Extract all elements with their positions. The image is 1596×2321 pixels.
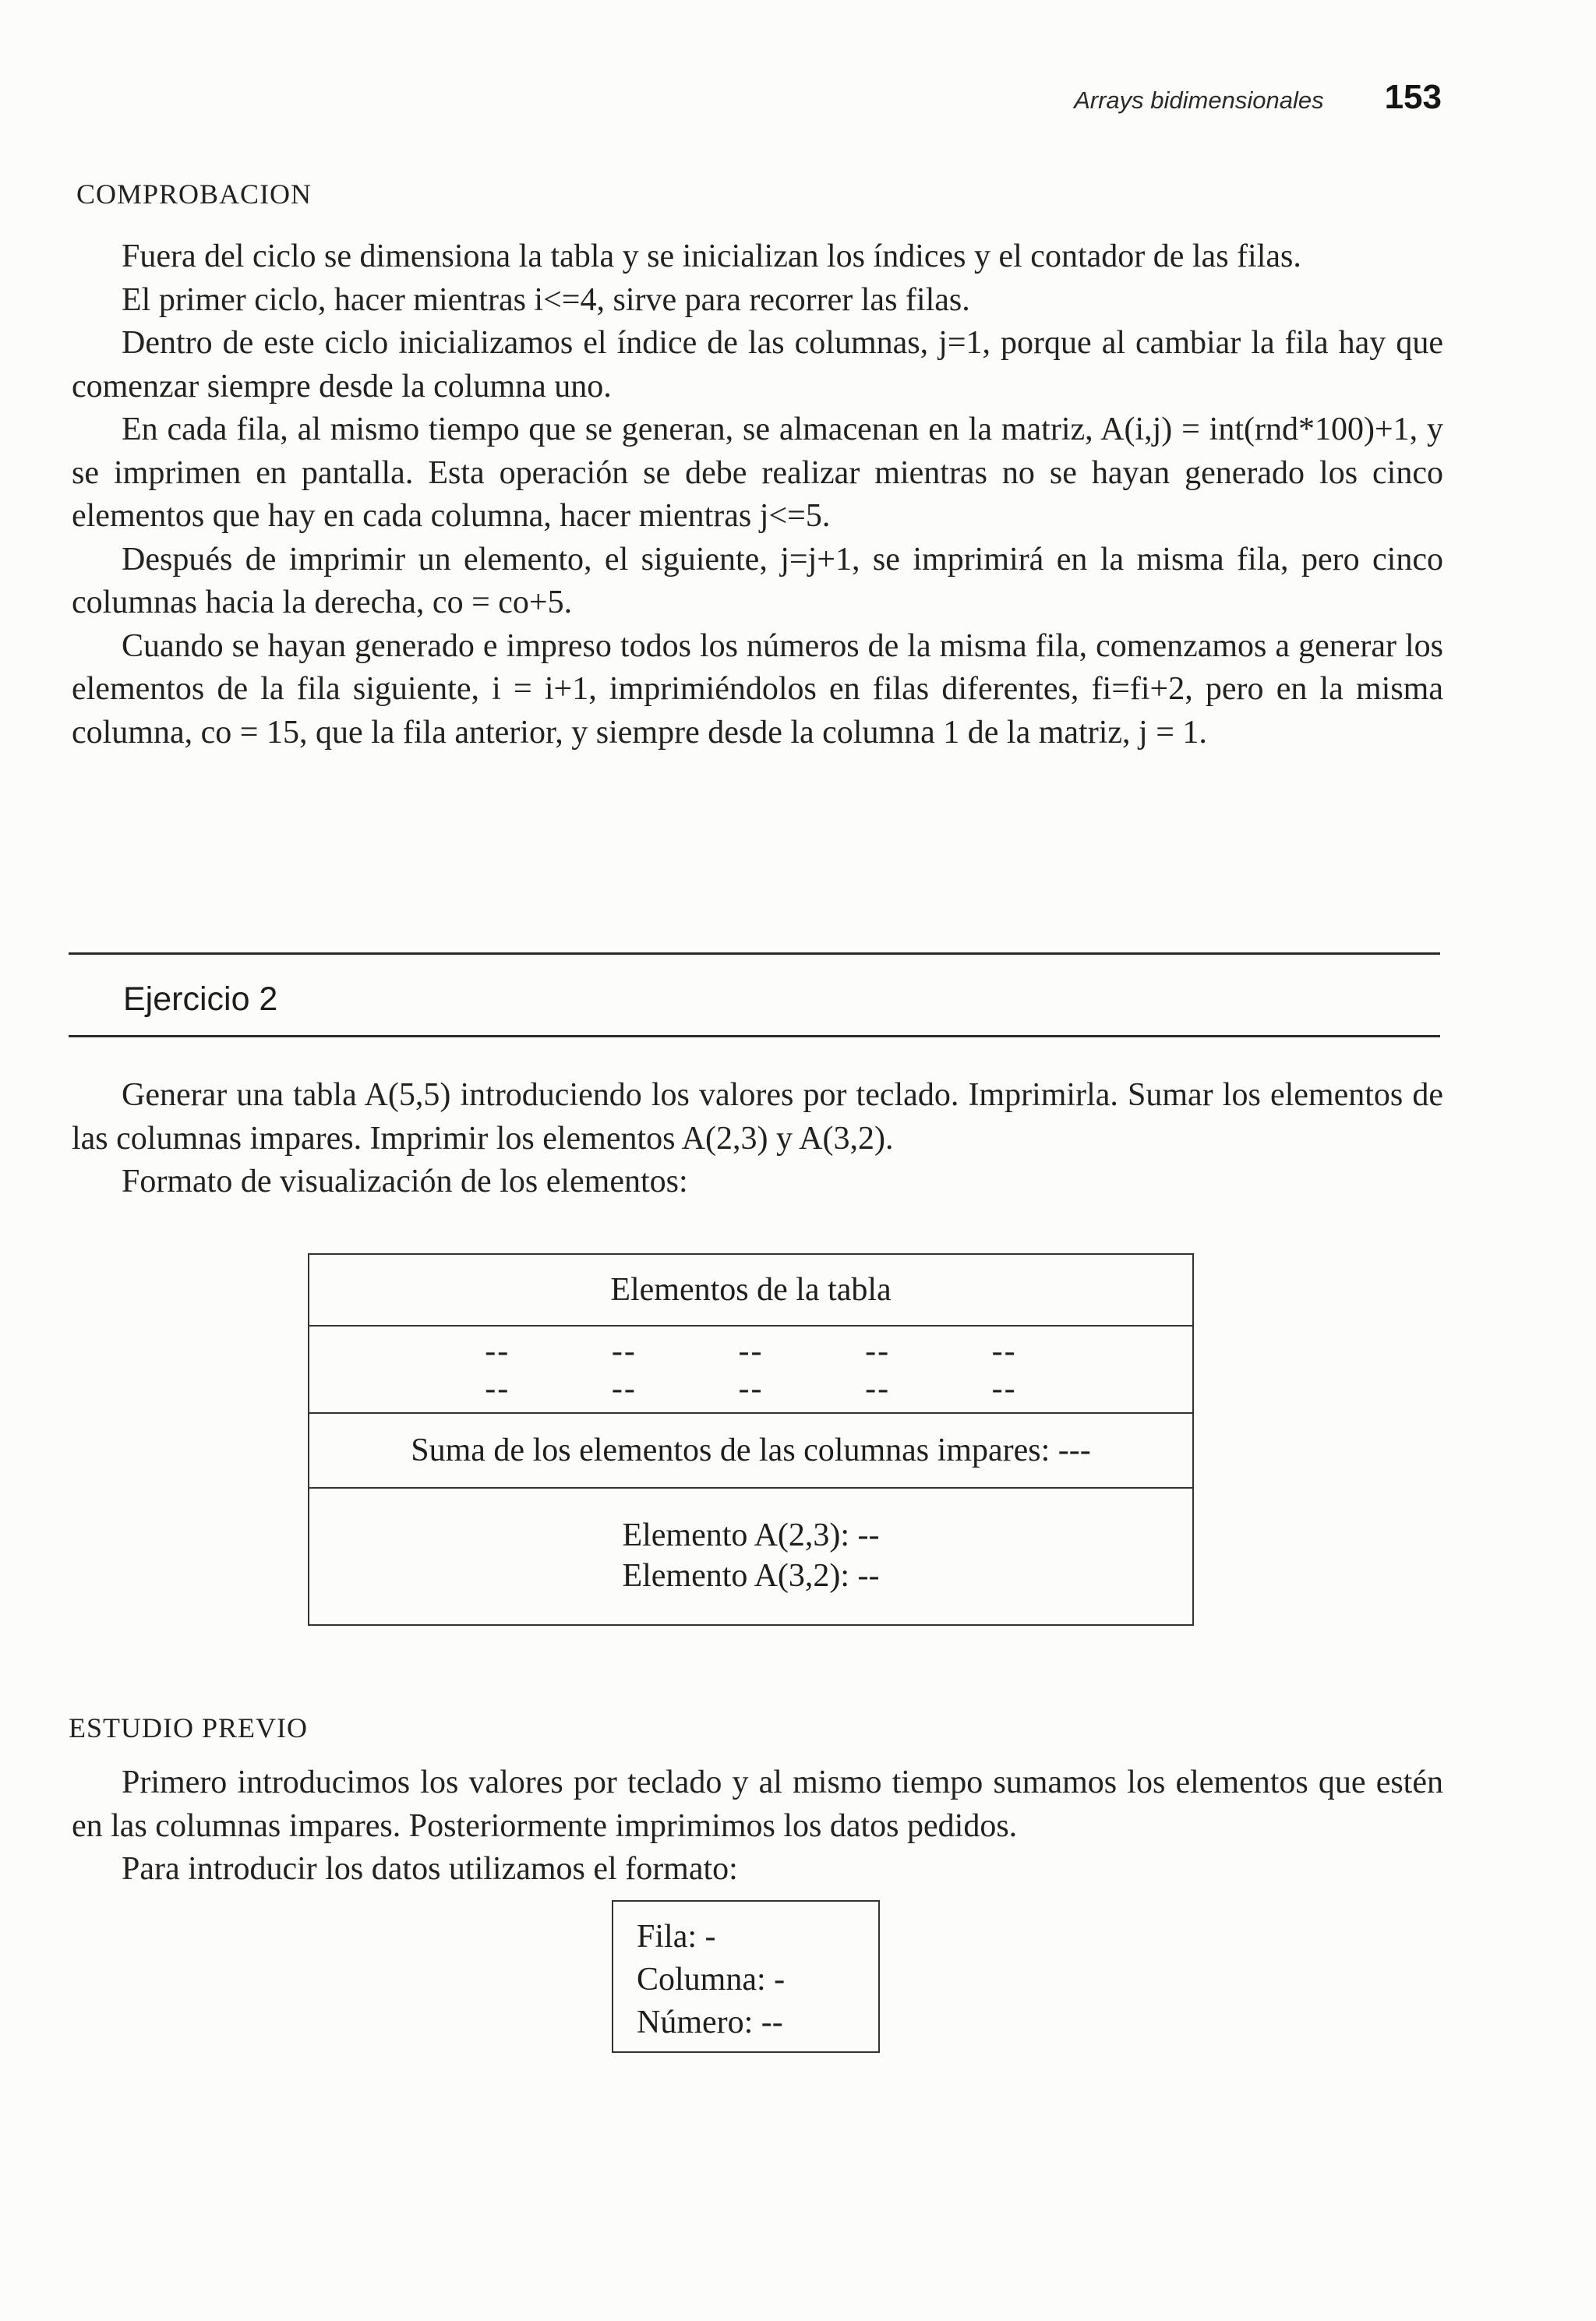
- dash-cell: --: [611, 1371, 637, 1407]
- paragraph: Después de imprimir un elemento, el siguiente, j=j+1, se imprimirá en la misma fila, pero cinco columnas hacia la derecha, co = co+5.: [72, 541, 1443, 620]
- paragraph: Cuando se hayan generado e impreso todos los números de la misma fila, comenzamos a generar los elementos de la fila siguiente, i = i+1, imprimiéndolos en filas diferentes, fi=fi+2, pero en la misma columna, co = 15, que la fila anterior, y siempre desde la columna 1 de la matriz, j = 1.: [72, 627, 1443, 751]
- box-title: Elementos de la tabla: [309, 1255, 1192, 1327]
- element-line: Elemento A(2,3): --: [622, 1517, 880, 1553]
- paragraph: Primero introducimos los valores por teclado y al mismo tiempo sumamos los elementos que estén en las columnas impares. Posteriormente imprimimos los datos pedidos.: [72, 1765, 1443, 1844]
- display-format-box: [308, 1253, 1194, 1626]
- dash-cell: --: [485, 1371, 510, 1407]
- estudio-previo-text: [72, 1761, 1443, 1892]
- page-number: 153: [1384, 78, 1442, 116]
- element-rows: [309, 1489, 1192, 1623]
- input-line: Columna: -: [637, 1962, 786, 1998]
- paragraph: Para introducir los datos utilizamos el formato:: [122, 1851, 738, 1887]
- estudio-previo-heading: ESTUDIO PREVIO: [69, 1712, 308, 1743]
- exercise-title: Ejercicio 2: [123, 980, 278, 1018]
- dash-cell: --: [991, 1371, 1017, 1407]
- exercise-text: [72, 1074, 1443, 1204]
- section-title: Arrays bidimensionales: [1074, 87, 1324, 114]
- input-format-box: [612, 1900, 880, 2053]
- comprobacion-text: [72, 235, 1443, 754]
- dash-cell: --: [738, 1371, 764, 1407]
- dash-row: [309, 1370, 1192, 1408]
- input-line: Número: --: [637, 2005, 783, 2040]
- sum-row: Suma de los elementos de las columnas impares: ---: [309, 1414, 1192, 1489]
- top-rule: [69, 952, 1440, 955]
- paragraph: Fuera del ciclo se dimensiona la tabla y se inicializan los índices y el contador de las filas.: [122, 238, 1301, 274]
- dash-cell: --: [865, 1371, 891, 1407]
- dash-cell: --: [738, 1334, 764, 1369]
- bottom-rule: [69, 1035, 1440, 1037]
- paragraph: Formato de visualización de los elementos:: [122, 1164, 688, 1199]
- running-head: [1074, 78, 1442, 117]
- paragraph: Generar una tabla A(5,5) introduciendo los valores por teclado. Imprimirla. Sumar los elementos de las columnas impares. Imprimir los elementos A(2,3) y A(3,2).: [72, 1077, 1443, 1157]
- paragraph: El primer ciclo, hacer mientras i<=4, sirve para recorrer las filas.: [122, 281, 970, 318]
- dash-cell: --: [611, 1334, 637, 1369]
- element-line: Elemento A(3,2): --: [622, 1558, 880, 1594]
- paragraph: Dentro de este ciclo inicializamos el índice de las columnas, j=1, porque al cambiar la fila hay que comenzar siempre desde la columna uno.: [72, 325, 1443, 404]
- dash-cell: --: [865, 1334, 891, 1369]
- dash-cell: --: [485, 1334, 510, 1369]
- dash-rows: [309, 1327, 1192, 1414]
- input-line: Fila: -: [637, 1919, 716, 1955]
- dash-row: [309, 1333, 1192, 1370]
- comprobacion-heading: COMPROBACION: [76, 178, 312, 210]
- paragraph: En cada fila, al mismo tiempo que se generan, se almacenan en la matriz, A(i,j) = int(rnd*100)+1, y se imprimen en pantalla. Esta operación se debe realizar mientras no se hayan generado los cinco elementos que hay en cada columna, hacer mientras j<=5.: [72, 412, 1443, 534]
- dash-cell: --: [991, 1334, 1017, 1369]
